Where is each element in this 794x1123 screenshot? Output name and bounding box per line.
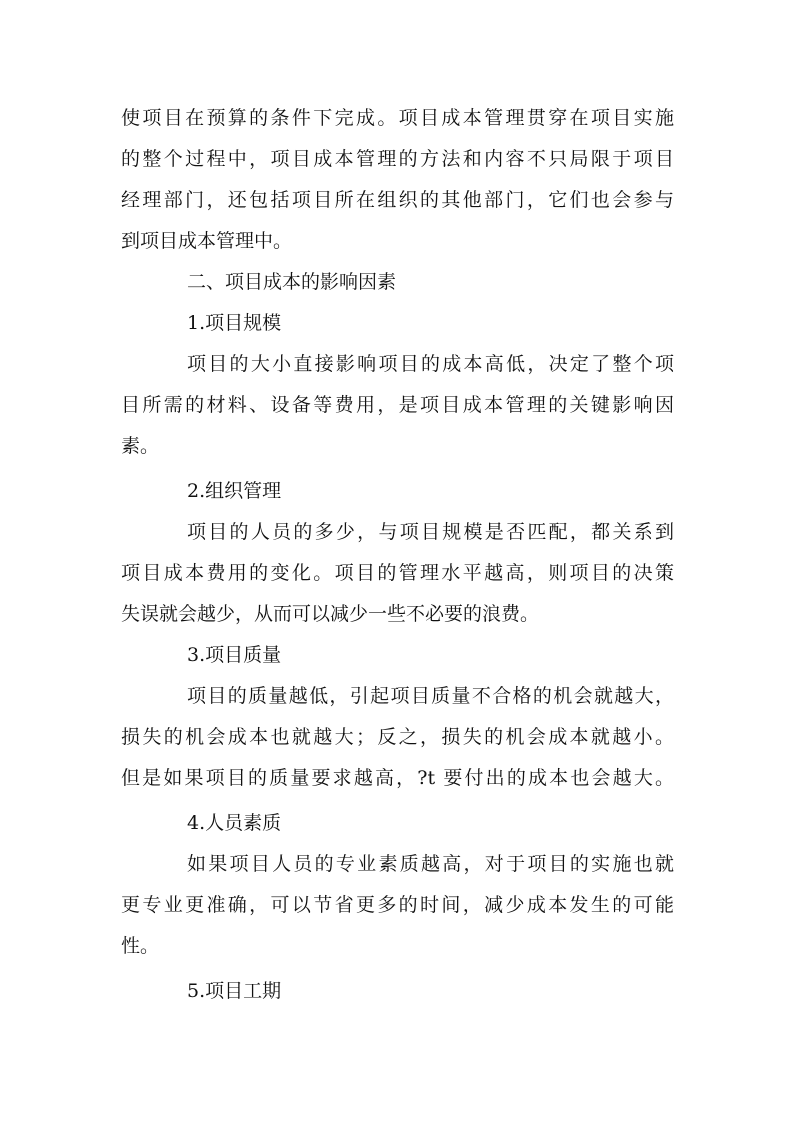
paragraph-line: 的整个过程中，项目成本管理的方法和内容不只局限于项目	[121, 148, 674, 170]
paragraph-line: 项目的质量越低，引起项目质量不合格的机会就越大，	[187, 685, 674, 707]
section-heading: 二、项目成本的影响因素	[187, 271, 397, 293]
paragraph-line: 如果项目人员的专业素质越高，对于项目的实施也就	[187, 853, 674, 875]
paragraph-line: 项目成本费用的变化。项目的管理水平越高，则项目的决策	[121, 562, 674, 584]
paragraph-line: 更专业更准确，可以节省更多的时间，减少成本发生的可能	[121, 894, 674, 916]
paragraph-line: 性。	[121, 935, 160, 957]
paragraph-line: 经理部门，还包括项目所在组织的其他部门，它们也会参与	[121, 189, 674, 211]
paragraph-line: 项目的人员的多少，与项目规模是否匹配，都关系到	[187, 521, 674, 543]
subsection-heading: 1.项目规模	[187, 312, 282, 334]
subsection-heading: 4.人员素质	[187, 812, 282, 834]
paragraph-line: 目所需的材料、设备等费用，是项目成本管理的关键影响因	[121, 394, 674, 416]
subsection-heading: 3.项目质量	[187, 644, 282, 666]
paragraph-line: 但是如果项目的质量要求越高，?t 要付出的成本也会越大。	[121, 767, 674, 789]
subsection-heading: 5.项目工期	[187, 980, 282, 1002]
subsection-heading: 2.组织管理	[187, 480, 282, 502]
paragraph-line: 失误就会越少，从而可以减少一些不必要的浪费。	[121, 603, 540, 625]
paragraph-line: 使项目在预算的条件下完成。项目成本管理贯穿在项目实施	[121, 107, 674, 129]
paragraph-line: 到项目成本管理中。	[121, 230, 293, 252]
paragraph-line: 素。	[121, 435, 160, 457]
paragraph-line: 项目的大小直接影响项目的成本高低，决定了整个项	[187, 353, 674, 375]
paragraph-line: 损失的机会成本也就越大；反之，损失的机会成本就越小。	[121, 726, 674, 748]
